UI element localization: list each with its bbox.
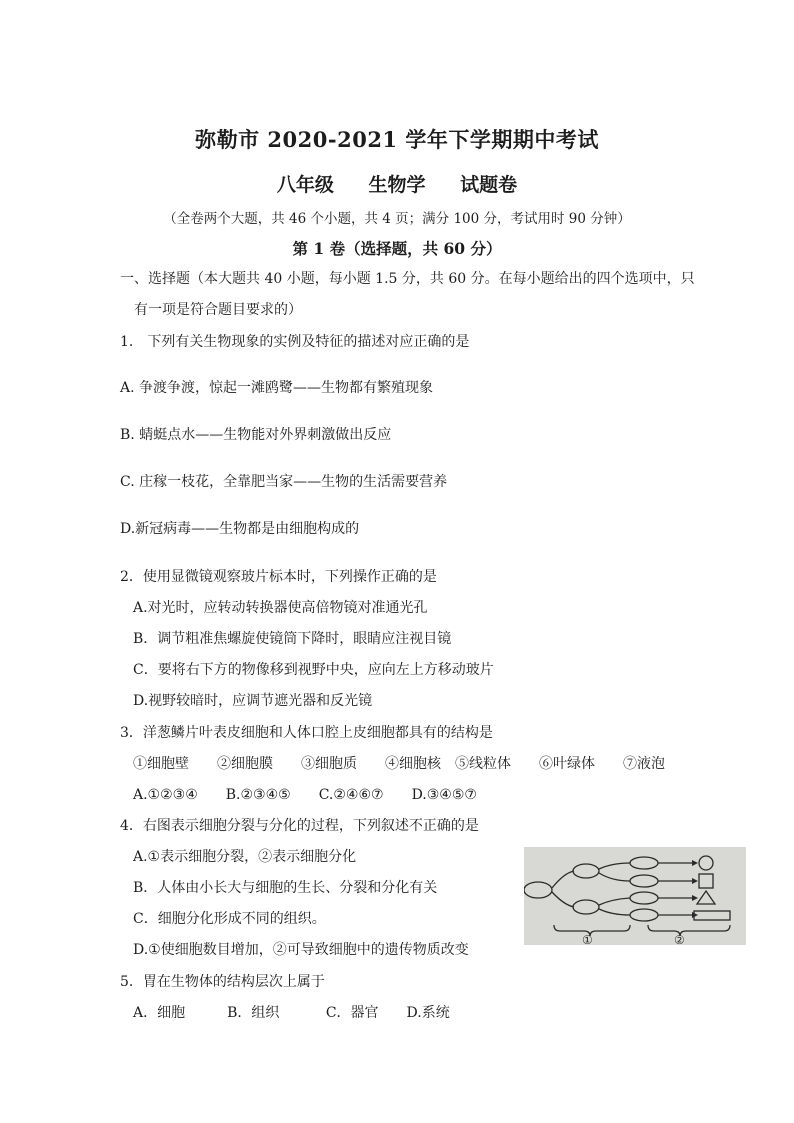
- subject-label: 生物学: [368, 174, 426, 196]
- cell-shape: [573, 864, 599, 878]
- exam-subtitle: [0, 170, 794, 197]
- exam-title: 弥勒市 2020-2021 学年下学期期中考试: [195, 127, 599, 152]
- branch-line: [599, 863, 630, 869]
- question-3-options: A.①②③④ B.②③④⑤ C.②④⑥⑦ D.③④⑤⑦: [133, 787, 477, 803]
- branch-line: [599, 873, 630, 881]
- branch-line: [552, 871, 574, 888]
- question-4-stem: 4．右图表示细胞分裂与分化的过程，下列叙述不正确的是: [120, 818, 479, 834]
- paper-label: 试题卷: [460, 174, 518, 196]
- cell-shape: [630, 857, 658, 869]
- cell-shape: [573, 900, 599, 914]
- rectangle-cell-shape: [694, 911, 730, 920]
- figure-label-2: ②: [674, 933, 685, 945]
- square-cell-shape: [699, 874, 713, 888]
- branch-line: [599, 898, 630, 905]
- triangle-cell-shape: [697, 891, 715, 904]
- question-4-option-c: C．细胞分化形成不同的组织。: [133, 911, 326, 927]
- origin-cell-shape: [524, 882, 552, 898]
- question-2-option-a: A.对光时，应转动转换器使高倍物镜对准通光孔: [133, 600, 428, 616]
- grade-label: 八年级: [276, 174, 334, 196]
- exam-note: （全卷两个大题，共 46 个小题，共 4 页；满分 100 分，考试用时 90 分钟）: [163, 211, 631, 227]
- question-1-option-d: D.新冠病毒——生物都是由细胞构成的: [120, 521, 360, 537]
- section-title: 第 1 卷（选择题，共 60 分）: [292, 239, 502, 258]
- question-4-option-b: B．人体由小长大与细胞的生长、分裂和分化有关: [133, 880, 438, 896]
- figure-label-1: ①: [582, 933, 593, 945]
- cell-division-figure: [524, 847, 746, 945]
- question-4-option-d: D.①使细胞数目增加，②可导致细胞中的遗传物质改变: [133, 942, 469, 958]
- question-4-option-a: A.①表示细胞分裂，②表示细胞分化: [133, 849, 357, 865]
- question-2-option-d: D.视野较暗时，应调节遮光器和反光镜: [133, 693, 373, 709]
- branch-line: [599, 909, 630, 915]
- question-1-stem: 1． 下列有关生物现象的实例及特征的描述对应正确的是: [120, 334, 470, 350]
- arrow-head: [692, 912, 698, 918]
- branch-line: [552, 892, 574, 907]
- cell-shape: [630, 875, 658, 887]
- instructions-line-1: 一、选择题（本大题共 40 小题，每小题 1.5 分，共 60 分。在每小题给出的四个选项中，只: [120, 271, 695, 287]
- question-5-options: A．细胞 B．组织 C．器官 D.系统: [133, 1005, 450, 1021]
- question-2-option-b: B．调节粗准焦螺旋使镜筒下降时，眼睛应注视目镜: [133, 631, 452, 647]
- question-3-stem: 3．洋葱鳞片叶表皮细胞和人体口腔上皮细胞都具有的结构是: [120, 725, 493, 741]
- question-5-stem: 5．胃在生物体的结构层次上属于: [120, 974, 325, 990]
- circle-cell-shape: [699, 856, 713, 870]
- cell-shape: [630, 892, 658, 904]
- question-2-stem: 2．使用显微镜观察玻片标本时，下列操作正确的是: [120, 569, 437, 585]
- arrow-head: [692, 878, 698, 884]
- bracket-2: [648, 925, 730, 936]
- arrow-head: [692, 895, 698, 901]
- question-1-option-b: B. 蜻蜓点水——生物能对外界刺激做出反应: [120, 427, 392, 443]
- question-2-option-c: C．要将右下方的物像移到视野中央，应向左上方移动玻片: [133, 662, 494, 678]
- cell-division-diagram: [524, 847, 746, 945]
- instructions-line-2: 有一项是符合题目要求的）: [134, 302, 302, 318]
- cell-shape: [630, 909, 658, 921]
- question-1-option-a: A. 争渡争渡，惊起一滩鸥鹭——生物都有繁殖现象: [120, 380, 434, 396]
- question-3-items: ①细胞壁 ②细胞膜 ③细胞质 ④细胞核 ⑤线粒体 ⑥叶绿体 ⑦液泡: [133, 756, 665, 772]
- arrow-head: [692, 860, 698, 866]
- question-1-option-c: C. 庄稼一枝花，全靠肥当家——生物的生活需要营养: [120, 474, 448, 490]
